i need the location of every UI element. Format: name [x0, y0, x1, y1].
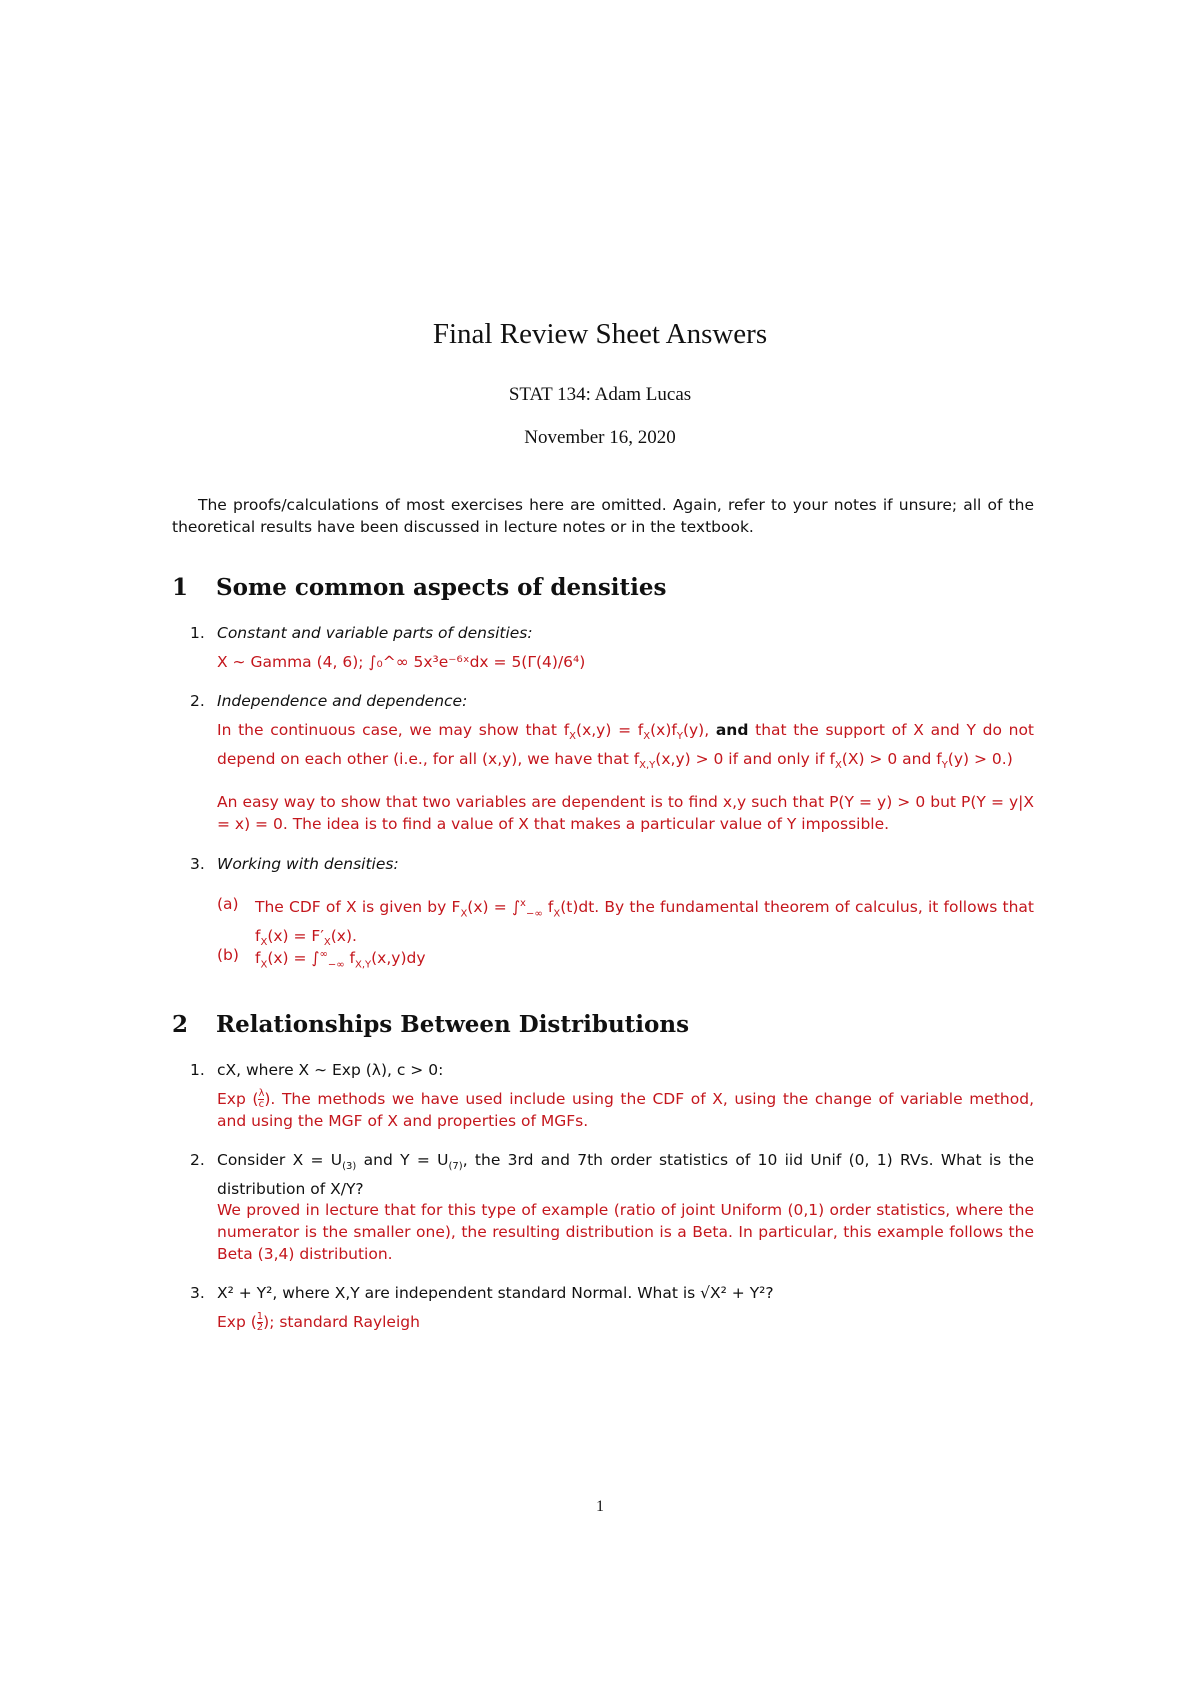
- answer-text: We proved in lecture that for this type of example (ratio of joint Uniform (0,1) order statistics, where the numerator is the smaller one), the resulting distribution is a Beta. In particular, this example follows the Beta (3,4) distribution.: [217, 1201, 1034, 1263]
- sub-item: (a) The CDF of X is given by $F_X(x) = \int^x_{-\infty}$ $f_X(t)dt$. By the fundamental theorem of calculus, it follows that $f_X(x) = F'_X(x)$.: [217, 895, 1034, 949]
- item-label: Consider $X = U_{(3)}$ and $Y = U_{(7)}$, the 3rd and 7th order statistics of 10 iid Unif (0, 1) RVs. What is the distribution of X/Y?: [217, 1151, 1034, 1199]
- item-label: X² + Y², where X,Y are independent standard Normal. What is √X² + Y²?: [217, 1284, 774, 1302]
- item-label: Independence and dependence:: [217, 692, 468, 710]
- intro-paragraph: The proofs/calculations of most exercises here are omitted. Again, refer to your notes if unsure; all of the theoretical results have been discussed in lecture notes or in the textbook.: [172, 496, 1034, 536]
- sub-item: (b) $f_X(x) = \int^\infty_{-\infty}$ $f_{X,Y}(x,y)dy$: [217, 946, 426, 971]
- document-author: STAT 134: Adam Lucas: [508, 384, 692, 405]
- item-number: 1.: [190, 1061, 205, 1079]
- item-number: 3.: [190, 855, 205, 873]
- item-number: 1.: [190, 624, 205, 642]
- list-item: [190, 1282, 1034, 1304]
- document-date: November 16, 2020: [524, 427, 676, 448]
- answer-text: An easy way to show that two variables are dependent is to find x,y such that P(Y = y) > 0 but P(Y = y|X = x) = 0. The idea is to find a value of X that makes a particular value of Y impossible.: [217, 793, 1034, 833]
- item-label: Working with densities:: [217, 855, 399, 873]
- item-number: 3.: [190, 1284, 205, 1302]
- document-title: Final Review Sheet Answers: [432, 318, 768, 350]
- section-1-heading: [172, 574, 666, 601]
- item-label: Constant and variable parts of densities:: [217, 624, 533, 642]
- section-number: 1: [172, 574, 189, 601]
- list-item: [190, 622, 1034, 644]
- list-item: [190, 690, 1034, 712]
- section-title: Some common aspects of densities: [216, 574, 667, 601]
- answer-text: In the continuous case, we may show that $f_X(x,y) = f_X(x)f_Y(y)$, and that the support of X and Y do not depend on each other (i.e., for all (x,y), we have that $f_{X,Y}(x,y) > 0$ if and only if $f_X(X) > 0$ and $f_Y(y) > 0$.): [217, 721, 1035, 772]
- answer-text: Exp ( $\frac{1}{2}$ ); standard Rayleigh: [217, 1311, 420, 1333]
- list-item: [190, 853, 1034, 875]
- item-number: 2.: [190, 692, 205, 710]
- page-number: 1: [596, 1498, 604, 1515]
- section-2-heading: [172, 1011, 689, 1038]
- section-title: Relationships Between Distributions: [216, 1011, 690, 1038]
- item-label: cX, where X ∼ Exp (λ), c > 0:: [217, 1061, 444, 1079]
- item-number: 2.: [190, 1151, 205, 1169]
- list-item: [190, 1149, 1034, 1200]
- answer-text: Exp ( $\frac{\lambda}{c}$ ). The methods we have used include using the CDF of X, using the change of variable method, and using the MGF of X and properties of MGFs.: [217, 1088, 1034, 1130]
- list-item: [190, 1059, 1034, 1081]
- answer-text: X ∼ Gamma (4, 6); ∫₀^∞ 5x³e⁻⁶ˣdx = 5(Γ(4)/6⁴): [217, 653, 586, 671]
- section-number: 2: [172, 1011, 189, 1038]
